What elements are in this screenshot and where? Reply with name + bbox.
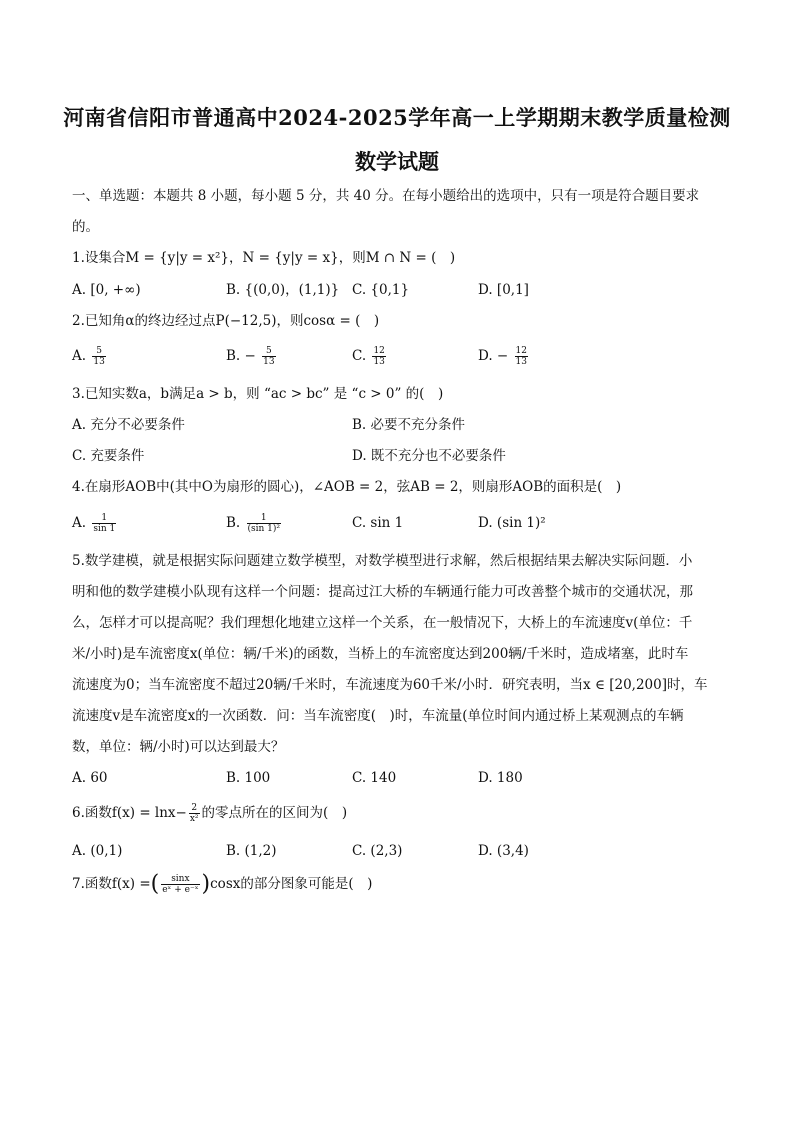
q7-denominator: eˣ + e⁻ˣ bbox=[162, 885, 199, 895]
q4-a-numerator: 1 bbox=[92, 513, 116, 524]
question-5-line-4: 米/小时)是车流密度x(单位：辆/千米)的函数，当桥上的车流密度达到200辆/千米时，造成堵塞，此时车 bbox=[72, 646, 689, 662]
q5-option-d: D. 180 bbox=[478, 770, 523, 786]
q2-option-b-label: B. − bbox=[226, 348, 256, 364]
page-title: 河南省信阳市普通高中2024-2025学年高一上学期期末教学质量检测 bbox=[63, 105, 731, 130]
q4-option-b-fraction bbox=[247, 513, 282, 534]
q2-a-numerator: 5 bbox=[92, 346, 105, 357]
q6-option-a: A. (0,1) bbox=[72, 843, 123, 859]
q7-fraction bbox=[161, 874, 199, 895]
q6-denominator: x² bbox=[189, 814, 199, 824]
question-5-line-2: 明和他的数学建模小队现有这样一个问题：提高过江大桥的车辆通行能力可改善整个城市的交通状况，那 bbox=[72, 584, 693, 600]
q7-numerator: sinx bbox=[161, 874, 199, 885]
question-3-text: 3.已知实数a，b满足a > b，则 “ac > bc” 是 “c > 0” 的( ) bbox=[72, 386, 444, 402]
q2-option-c-label: C. bbox=[352, 348, 367, 364]
q4-b-denominator: (sin 1)² bbox=[247, 524, 281, 534]
question-5-line-3: 么，怎样才可以提高呢？我们理想化地建立这样一个关系，在一般情况下，大桥上的车流速度v(单位：千 bbox=[72, 615, 693, 631]
q7-right-paren: ) bbox=[201, 871, 211, 897]
q4-option-a bbox=[72, 513, 118, 534]
q2-option-b-fraction bbox=[262, 346, 275, 367]
q2-option-d bbox=[478, 346, 530, 367]
q6-option-b: B. (1,2) bbox=[226, 843, 277, 859]
q2-option-a bbox=[72, 346, 108, 367]
question-4-text: 4.在扇形AOB中(其中O为扇形的圆心)，∠AOB = 2，弦AB = 2，则扇形AOB的面积是( ) bbox=[72, 479, 622, 495]
q2-c-denominator: 13 bbox=[373, 357, 385, 367]
q7-prefix: 7.函数f(x) = bbox=[72, 876, 151, 892]
question-7-text bbox=[72, 871, 722, 897]
q2-option-c bbox=[352, 346, 388, 367]
question-2-text: 2.已知角α的终边经过点P(−12,5)，则cosα = ( ) bbox=[72, 313, 380, 329]
question-5-line-1: 5.数学建模，就是根据实际问题建立数学模型，对数学模型进行求解，然后根据结果去解决实际问题．小 bbox=[72, 553, 693, 569]
q2-d-numerator: 12 bbox=[515, 346, 527, 356]
q2-option-c-fraction bbox=[372, 346, 385, 367]
q5-option-b: B. 100 bbox=[226, 770, 271, 786]
question-6-text bbox=[72, 803, 722, 824]
q3-option-c: C. 充要条件 bbox=[72, 448, 145, 464]
q6-suffix: 的零点所在的区间为( ) bbox=[201, 805, 348, 821]
q5-option-c: C. 140 bbox=[352, 770, 397, 786]
q3-option-d: D. 既不充分也不必要条件 bbox=[352, 448, 506, 464]
question-1-text: 1.设集合M = {y|y = x²}，N = {y|y = x}，则M ∩ N = ( ) bbox=[72, 250, 456, 266]
q6-numerator: 2 bbox=[189, 803, 200, 814]
q6-fraction bbox=[189, 803, 200, 824]
question-5-line-5: 流速度为0；当车流密度不超过20辆/千米时，车流速度为60千米/小时．研究表明，当x ∈ [20,200]时，车 bbox=[72, 677, 708, 693]
q2-a-denominator: 13 bbox=[93, 357, 105, 367]
q6-prefix: 6.函数f(x) = lnx− bbox=[72, 805, 187, 821]
q1-option-d: D. [0,1] bbox=[478, 282, 529, 298]
question-5-line-7: 数，单位：辆/小时)可以达到最大？ bbox=[72, 739, 285, 755]
q2-option-a-label: A. bbox=[72, 348, 87, 364]
q2-option-b bbox=[226, 346, 278, 367]
q1-option-b: B. {(0,0)，(1,1)} bbox=[226, 282, 340, 298]
q4-option-b-label: B. bbox=[226, 515, 241, 531]
q6-option-d: D. (3,4) bbox=[478, 843, 529, 859]
q7-left-paren: ( bbox=[150, 871, 160, 897]
q4-b-numerator: 1 bbox=[247, 513, 282, 524]
q2-b-denominator: 13 bbox=[263, 357, 275, 367]
section-instructions-line1: 一、单选题：本题共 8 小题，每小题 5 分，共 40 分。在每小题给出的选项中，只有一项是符合题目要求 bbox=[72, 188, 700, 204]
q1-option-c: C. {0,1} bbox=[352, 282, 410, 298]
q4-option-b bbox=[226, 513, 283, 534]
q4-option-a-label: A. bbox=[72, 515, 87, 531]
q4-option-c: C. sin 1 bbox=[352, 515, 404, 531]
q5-option-a: A. 60 bbox=[72, 770, 108, 786]
q2-option-a-fraction bbox=[92, 346, 105, 367]
q1-option-a: A. [0, +∞) bbox=[72, 282, 141, 298]
q2-b-numerator: 5 bbox=[262, 346, 275, 357]
q2-option-d-label: D. − bbox=[478, 348, 509, 364]
q6-option-c: C. (2,3) bbox=[352, 843, 403, 859]
q4-option-d: D. (sin 1)² bbox=[478, 515, 546, 531]
q3-option-a: A. 充分不必要条件 bbox=[72, 417, 185, 433]
page-subtitle: 数学试题 bbox=[355, 149, 439, 174]
q2-c-numerator: 12 bbox=[373, 346, 385, 356]
section-instructions-line2: 的。 bbox=[72, 219, 99, 235]
question-5-line-6: 流速度v是车流密度x的一次函数．问：当车流密度( )时，车流量(单位时间内通过桥上某观测点的车辆 bbox=[72, 708, 684, 724]
q4-option-a-fraction bbox=[92, 513, 116, 534]
q4-a-denominator: sin 1 bbox=[93, 524, 116, 534]
q2-d-denominator: 13 bbox=[515, 357, 527, 367]
q2-option-d-fraction bbox=[515, 346, 528, 367]
q3-option-b: B. 必要不充分条件 bbox=[352, 417, 466, 433]
q7-suffix: cosx的部分图象可能是( ) bbox=[210, 876, 373, 892]
